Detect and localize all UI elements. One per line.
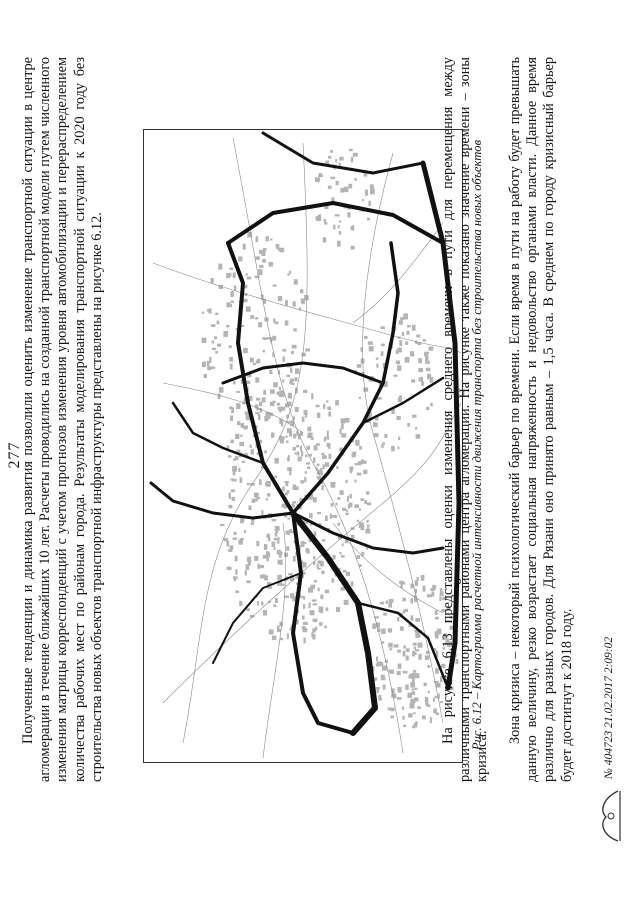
paragraph-intro: Полученные тенденции и динамика развития позволили оценить изменение транспортной ситуации в центре агломерации в течение ближайших 10 лет. Расчеты проводились на созданной транспортной модели путем численного изменения матрицы корреспонденций с учетом прогнозов изменения уровня автомобилизации и перераспределением количества рабочих мест по районам города. Результаты моделирования транспортной ситуации к 2020 году без строительства новых объектов транспортной инфраструктуры представлены на рисунке 6.12. bbox=[20, 57, 105, 782]
page-number: 277 bbox=[6, 441, 23, 469]
publisher-logo-icon bbox=[596, 787, 624, 845]
traffic-cartogram-map bbox=[143, 129, 463, 763]
paragraph-figure-6-13: На рисунке 6.13 представлены оценки изменения среднего времени в пути для перемещения между различными транспортными районами центра агломерации. На рисунке также показано значение времени – зоны кризиса. bbox=[440, 57, 491, 782]
map-graphic bbox=[143, 129, 463, 763]
document-stamp: № 404723 21.02.2017 2:09:02 bbox=[603, 636, 615, 779]
figure-caption: Рис. 6.12 – Картограмма расчетной интенсивности движения транспорта без строительства новых объектов bbox=[470, 139, 484, 751]
paragraph-crisis-zone: Зона кризиса – некоторый психологический барьер по времени. Если время в пути на работу будет превышать данную величину, резко возрастает социальная напряженность и недовольство органами власти. Данное время различно для разных городов. Для Рязани оно принято равным – 1,5 часа. В среднем по городу кризисный барьер будет достигнут к 2018 году. bbox=[507, 57, 575, 782]
footer-stamp bbox=[596, 325, 626, 845]
